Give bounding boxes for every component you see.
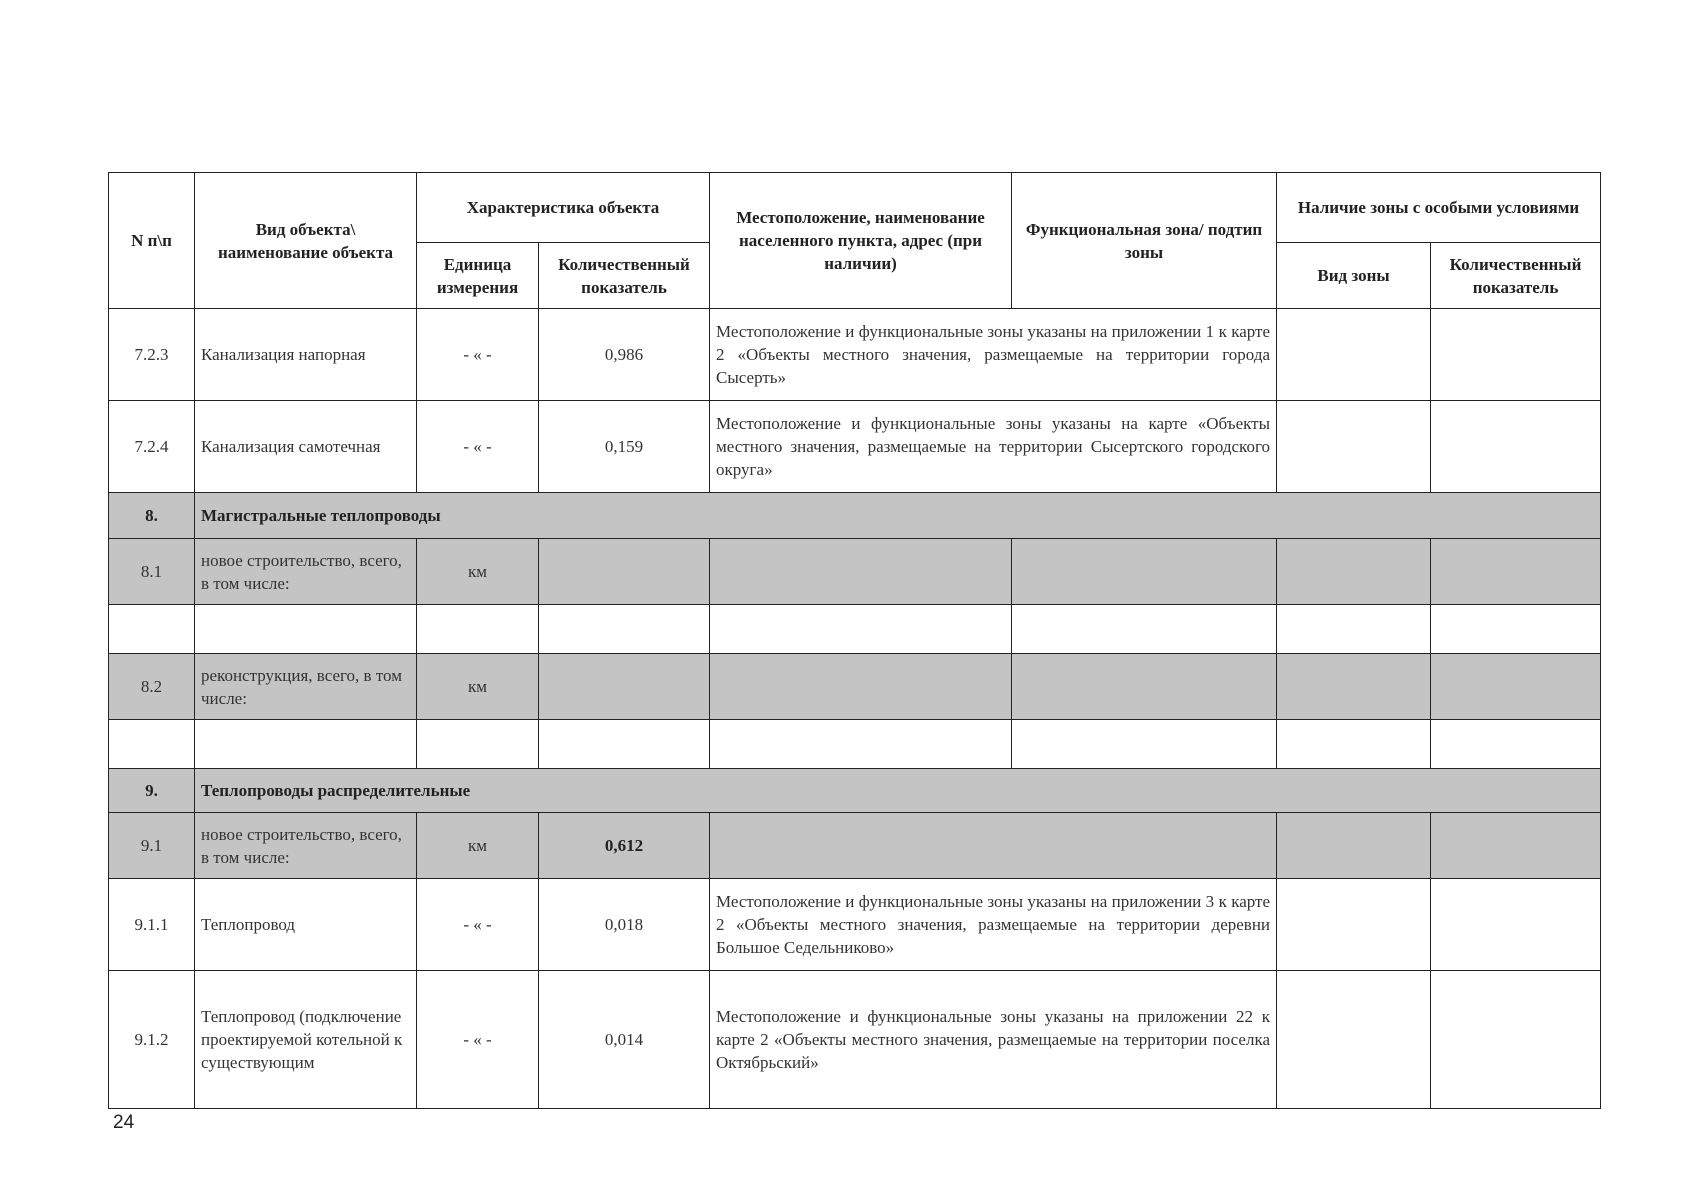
row-zone-quantity (1431, 401, 1601, 493)
header-special-zone: Наличие зоны с особыми условиями (1277, 173, 1601, 243)
row-location: Местоположение и функциональные зоны указаны на карте «Объекты местного значения, размещаемые на территории Сысертского городского округа» (710, 401, 1277, 493)
row-functional-zone (1012, 654, 1277, 720)
header-unit: Единица измерения (417, 243, 539, 309)
row-zone-type (1277, 971, 1431, 1109)
row-unit: км (417, 813, 539, 879)
row-zone-quantity (1431, 309, 1601, 401)
section-title: Магистральные теплопроводы (195, 493, 1601, 539)
row-quantity: 0,986 (539, 309, 710, 401)
row-quantity (539, 654, 710, 720)
empty-row (109, 605, 1601, 654)
header-functional-zone: Функциональная зона/ подтип зоны (1012, 173, 1277, 309)
row-name: Канализация напорная (195, 309, 417, 401)
header-location: Местоположение, наименование населенного пункта, адрес (при наличии) (710, 173, 1012, 309)
row-zone-quantity (1431, 879, 1601, 971)
header-object-type: Вид объекта\ наименование объекта (195, 173, 417, 309)
row-zone-quantity (1431, 971, 1601, 1109)
row-unit: км (417, 654, 539, 720)
row-location: Местоположение и функциональные зоны указаны на приложении 3 к карте 2 «Объекты местного значения, размещаемые на территории деревни Большое Седельниково» (710, 879, 1277, 971)
row-number: 8.2 (109, 654, 195, 720)
row-unit: - « - (417, 401, 539, 493)
row-name: Теплопровод (подключение проектируемой котельной к существующим (195, 971, 417, 1109)
row-unit: км (417, 539, 539, 605)
row-name: реконструкция, всего, в том числе: (195, 654, 417, 720)
row-name: Теплопровод (195, 879, 417, 971)
row-unit: - « - (417, 309, 539, 401)
row-quantity: 0,018 (539, 879, 710, 971)
row-number: 7.2.3 (109, 309, 195, 401)
row-zone-type (1277, 309, 1431, 401)
row-quantity: 0,014 (539, 971, 710, 1109)
table-row (109, 971, 1601, 1109)
row-number: 9.1.1 (109, 879, 195, 971)
empty-row (109, 720, 1601, 769)
row-location: Местоположение и функциональные зоны указаны на приложении 22 к карте 2 «Объекты местного значения, размещаемые на территории поселка Октябрьский» (710, 971, 1277, 1109)
header-row-1 (109, 173, 1601, 243)
row-zone-type (1277, 813, 1431, 879)
row-zone-type (1277, 401, 1431, 493)
header-zone-type: Вид зоны (1277, 243, 1431, 309)
row-number: 7.2.4 (109, 401, 195, 493)
row-name: Канализация самотечная (195, 401, 417, 493)
section-row (109, 769, 1601, 813)
row-zone-type (1277, 654, 1431, 720)
row-location: Местоположение и функциональные зоны указаны на приложении 1 к карте 2 «Объекты местного значения, размещаемые на территории города Сысерть» (710, 309, 1277, 401)
table-row (109, 401, 1601, 493)
section-number: 9. (109, 769, 195, 813)
row-quantity: 0,612 (539, 813, 710, 879)
row-zone-type (1277, 539, 1431, 605)
row-quantity (539, 539, 710, 605)
row-zone-quantity (1431, 813, 1601, 879)
row-number: 9.1.2 (109, 971, 195, 1109)
header-quantity: Количественный показатель (539, 243, 710, 309)
section-title: Теплопроводы распределительные (195, 769, 1601, 813)
table-row (109, 309, 1601, 401)
row-location (710, 813, 1277, 879)
row-name: новое строительство, всего, в том числе: (195, 813, 417, 879)
row-zone-quantity (1431, 539, 1601, 605)
row-quantity: 0,159 (539, 401, 710, 493)
row-unit: - « - (417, 971, 539, 1109)
section-row (109, 493, 1601, 539)
objects-table (108, 172, 1601, 1109)
row-number: 9.1 (109, 813, 195, 879)
row-number: 8.1 (109, 539, 195, 605)
table-row (109, 539, 1601, 605)
section-number: 8. (109, 493, 195, 539)
header-zone-quantity: Количественный показатель (1431, 243, 1601, 309)
row-zone-type (1277, 879, 1431, 971)
row-zone-quantity (1431, 654, 1601, 720)
row-name: новое строительство, всего, в том числе: (195, 539, 417, 605)
row-location (710, 539, 1012, 605)
table-row (109, 879, 1601, 971)
row-location (710, 654, 1012, 720)
header-characteristic: Характеристика объекта (417, 173, 710, 243)
page-number: 24 (113, 1112, 135, 1133)
row-functional-zone (1012, 539, 1277, 605)
header-n: N п\п (109, 173, 195, 309)
table-row (109, 654, 1601, 720)
table-row (109, 813, 1601, 879)
row-unit: - « - (417, 879, 539, 971)
